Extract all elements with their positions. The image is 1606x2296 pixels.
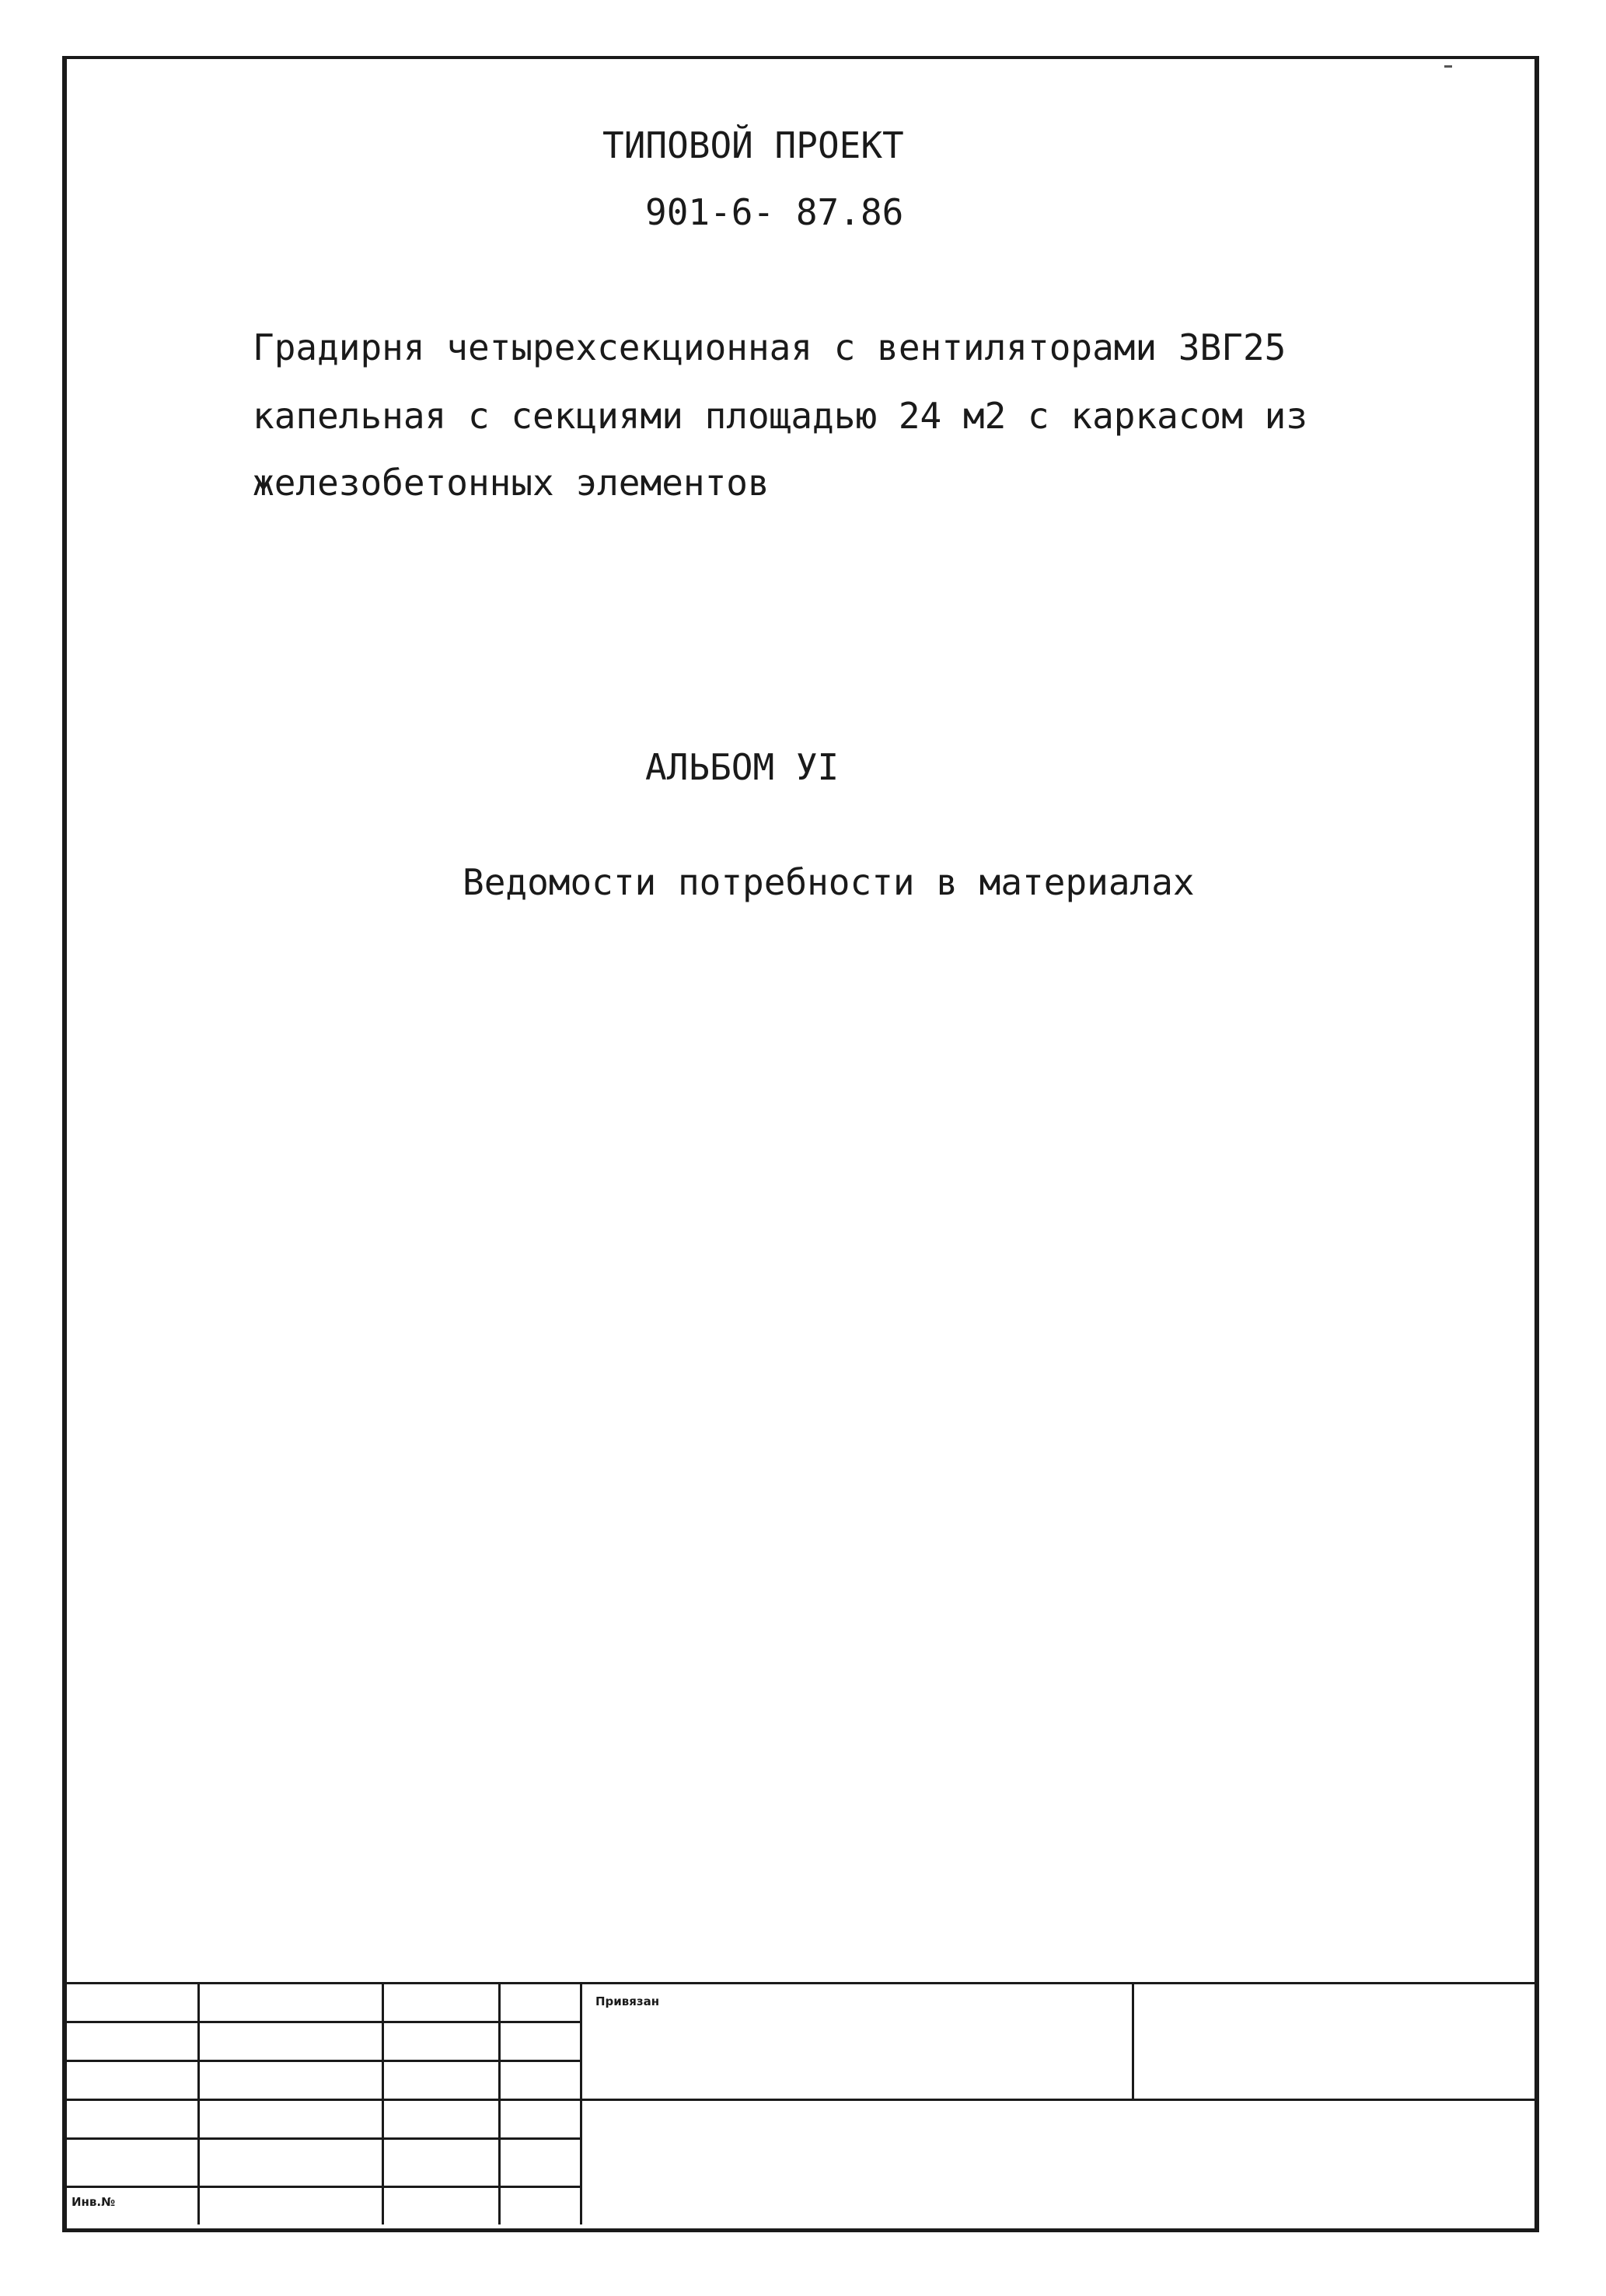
album-heading: АЛЬБОМ УI bbox=[645, 746, 840, 788]
project-heading: ТИПОВОЙ ПРОЕКТ bbox=[602, 124, 904, 166]
description-line: Градирня четырехсекционная с вентиляторами 3ВГ25 bbox=[253, 326, 1287, 368]
stamp-line bbox=[580, 2099, 1534, 2101]
project-number: 901-6- 87.86 bbox=[645, 191, 904, 233]
stamp-line bbox=[67, 2021, 580, 2023]
stamp-line bbox=[67, 2186, 580, 2188]
privyazan-label: Привязан bbox=[595, 1994, 660, 2008]
stamp-line bbox=[67, 1982, 1534, 1984]
description-line: железобетонных элементов bbox=[253, 462, 770, 504]
stamp-line bbox=[67, 2137, 580, 2140]
inv-number-label: Инв.№ bbox=[72, 2195, 116, 2209]
page-frame bbox=[62, 56, 1539, 2232]
stamp-line bbox=[67, 2060, 580, 2062]
stamp-line bbox=[197, 1982, 200, 2224]
scan-mark bbox=[1444, 65, 1452, 68]
stamp-line bbox=[67, 2099, 580, 2101]
description-line: капельная с секциями площадью 24 м2 с каркасом из bbox=[253, 395, 1308, 437]
stamp-line bbox=[382, 1982, 384, 2224]
stamp-line bbox=[1132, 1982, 1134, 2099]
stamp-line bbox=[580, 1982, 582, 2224]
stamp-line bbox=[498, 1982, 501, 2224]
album-subtitle: Ведомости потребности в материалах bbox=[463, 861, 1195, 903]
title-block bbox=[67, 1982, 1534, 2228]
